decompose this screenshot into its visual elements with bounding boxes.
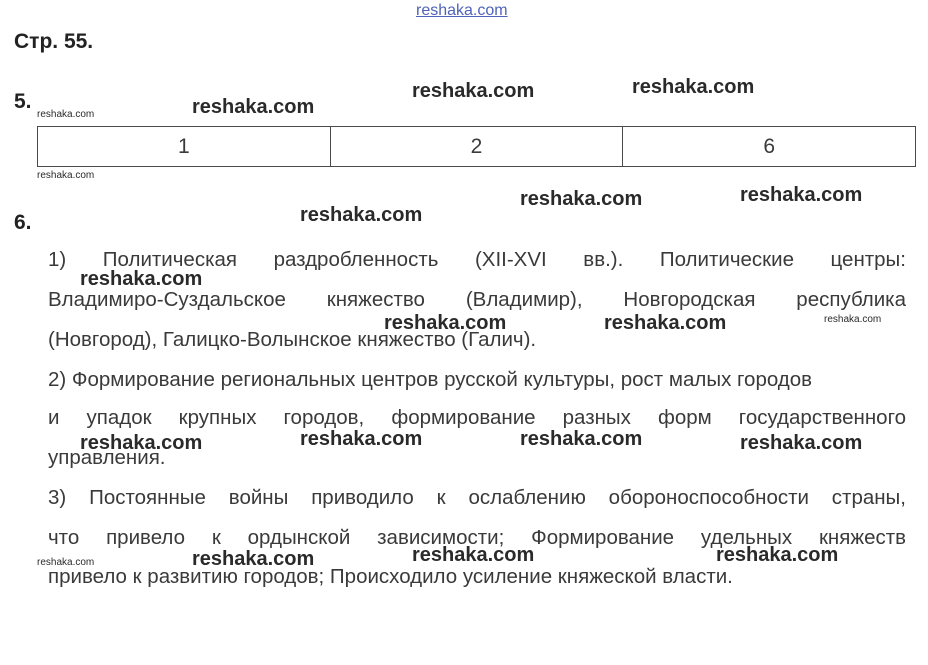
answer-line-7: 3) Постоянные войны приводило к ослаблению обороноспособности страны, (48, 486, 906, 509)
watermark: reshaka.com (520, 428, 643, 450)
task-5-answer-table (37, 126, 916, 167)
answer-line-8: что привело к ордынской зависимости; Формирование удельных княжеств (48, 526, 906, 549)
watermark: reshaka.com (192, 96, 315, 118)
watermark: reshaka.com (37, 109, 95, 120)
watermark: reshaka.com (37, 557, 95, 568)
watermark: reshaka.com (824, 314, 882, 325)
answer-line-5: и упадок крупных городов, формирование разных форм государственного (48, 406, 906, 429)
watermark: reshaka.com (412, 80, 535, 102)
watermark: reshaka.com (716, 544, 839, 566)
answer-line-9: привело к развитию городов; Происходило усиление княжеской власти. (48, 565, 733, 588)
watermark: reshaka.com (412, 544, 535, 566)
answer-line-3: (Новгород), Галицко-Волынское княжество (Галич). (48, 328, 537, 351)
task-6-number: 6. (14, 211, 32, 234)
watermark: reshaka.com (740, 432, 863, 454)
answer-line-4: 2) Формирование региональных центров русской культуры, рост малых городов (48, 368, 813, 391)
watermark: reshaka.com (740, 184, 863, 206)
watermark: reshaka.com (80, 268, 203, 290)
watermark: reshaka.com (604, 312, 727, 334)
site-link[interactable]: reshaka.com (416, 2, 508, 19)
watermark: reshaka.com (520, 188, 643, 210)
table-row (38, 127, 916, 167)
watermark: reshaka.com (300, 204, 423, 226)
answer-line-1: 1) Политическая раздробленность (XII-XVI вв.). Политические центры: (48, 248, 906, 271)
answer-cell-1: 1 (38, 127, 331, 167)
answer-cell-2: 2 (330, 127, 623, 167)
watermark: reshaka.com (632, 76, 755, 98)
answer-line-2: Владимиро-Суздальское княжество (Владимир), Новгородская республика (48, 288, 906, 311)
watermark: reshaka.com (384, 312, 507, 334)
answer-line-6: управления. (48, 446, 166, 469)
watermark: reshaka.com (37, 170, 95, 181)
answer-cell-3: 6 (623, 127, 916, 167)
watermark: reshaka.com (80, 432, 203, 454)
page-title: Стр. 55. (14, 30, 94, 53)
watermark: reshaka.com (192, 548, 315, 570)
task-5-number: 5. (14, 90, 32, 113)
watermark: reshaka.com (300, 428, 423, 450)
